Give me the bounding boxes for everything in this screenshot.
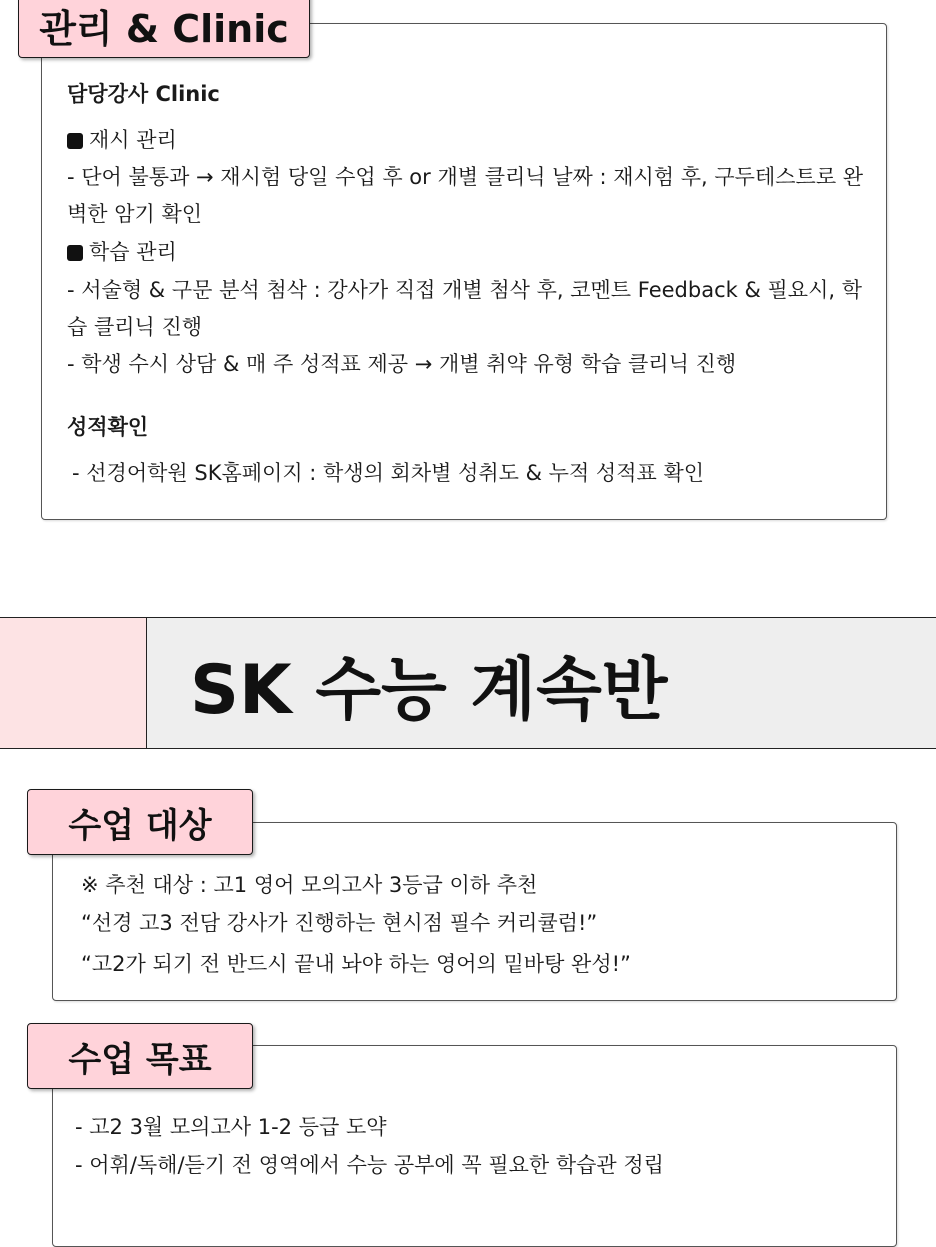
goal-line-2: - 어휘/독해/듣기 전 영역에서 수능 공부에 꼭 필요한 학습관 정립 bbox=[75, 1153, 664, 1177]
square-bullet-icon bbox=[67, 133, 83, 149]
clinic-section-tag: 관리 & Clinic bbox=[18, 0, 310, 58]
study-line-1: - 서술형 & 구문 분석 첨삭 : 강사가 직접 개별 첨삭 후, 코멘트 Feedback & 필요시, 학 bbox=[67, 278, 862, 302]
retest-line-2: 벽한 암기 확인 bbox=[67, 202, 203, 226]
target-section-tag: 수업 대상 bbox=[27, 789, 253, 855]
instructor-clinic-heading: 담당강사 Clinic bbox=[67, 82, 220, 106]
course-title: SK 수능 계속반 bbox=[190, 651, 668, 730]
study-line-3: - 학생 수시 상담 & 매 주 성적표 제공 → 개별 취약 유형 학습 클리닉 진행 bbox=[67, 352, 737, 376]
retest-heading: 재시 관리 bbox=[67, 122, 177, 159]
study-line-2: 습 클리닉 진행 bbox=[67, 315, 203, 339]
target-line-1: ※ 추천 대상 : 고1 영어 모의고사 3등급 이하 추천 bbox=[81, 873, 538, 897]
grades-line: - 선경어학원 SK홈페이지 : 학생의 회차별 성취도 & 누적 성적표 확인 bbox=[72, 461, 705, 485]
grades-heading: 성적확인 bbox=[67, 415, 149, 439]
retest-line-1: - 단어 불통과 → 재시험 당일 수업 후 or 개별 클리닉 날짜 : 재시험 후, 구두테스트로 완 bbox=[67, 165, 864, 189]
clinic-section-box bbox=[41, 23, 887, 520]
goal-line-1: - 고2 3월 모의고사 1-2 등급 도약 bbox=[75, 1115, 387, 1139]
square-bullet-icon bbox=[67, 245, 83, 261]
goal-section-tag: 수업 목표 bbox=[27, 1023, 253, 1089]
target-line-3: “고2가 되기 전 반드시 끝내 놔야 하는 영어의 밑바탕 완성!” bbox=[81, 952, 631, 976]
study-heading: 학습 관리 bbox=[67, 234, 177, 271]
banner-accent bbox=[0, 618, 147, 748]
target-line-2: “선경 고3 전담 강사가 진행하는 현시점 필수 커리큘럼!” bbox=[81, 911, 598, 935]
course-banner bbox=[0, 617, 936, 749]
